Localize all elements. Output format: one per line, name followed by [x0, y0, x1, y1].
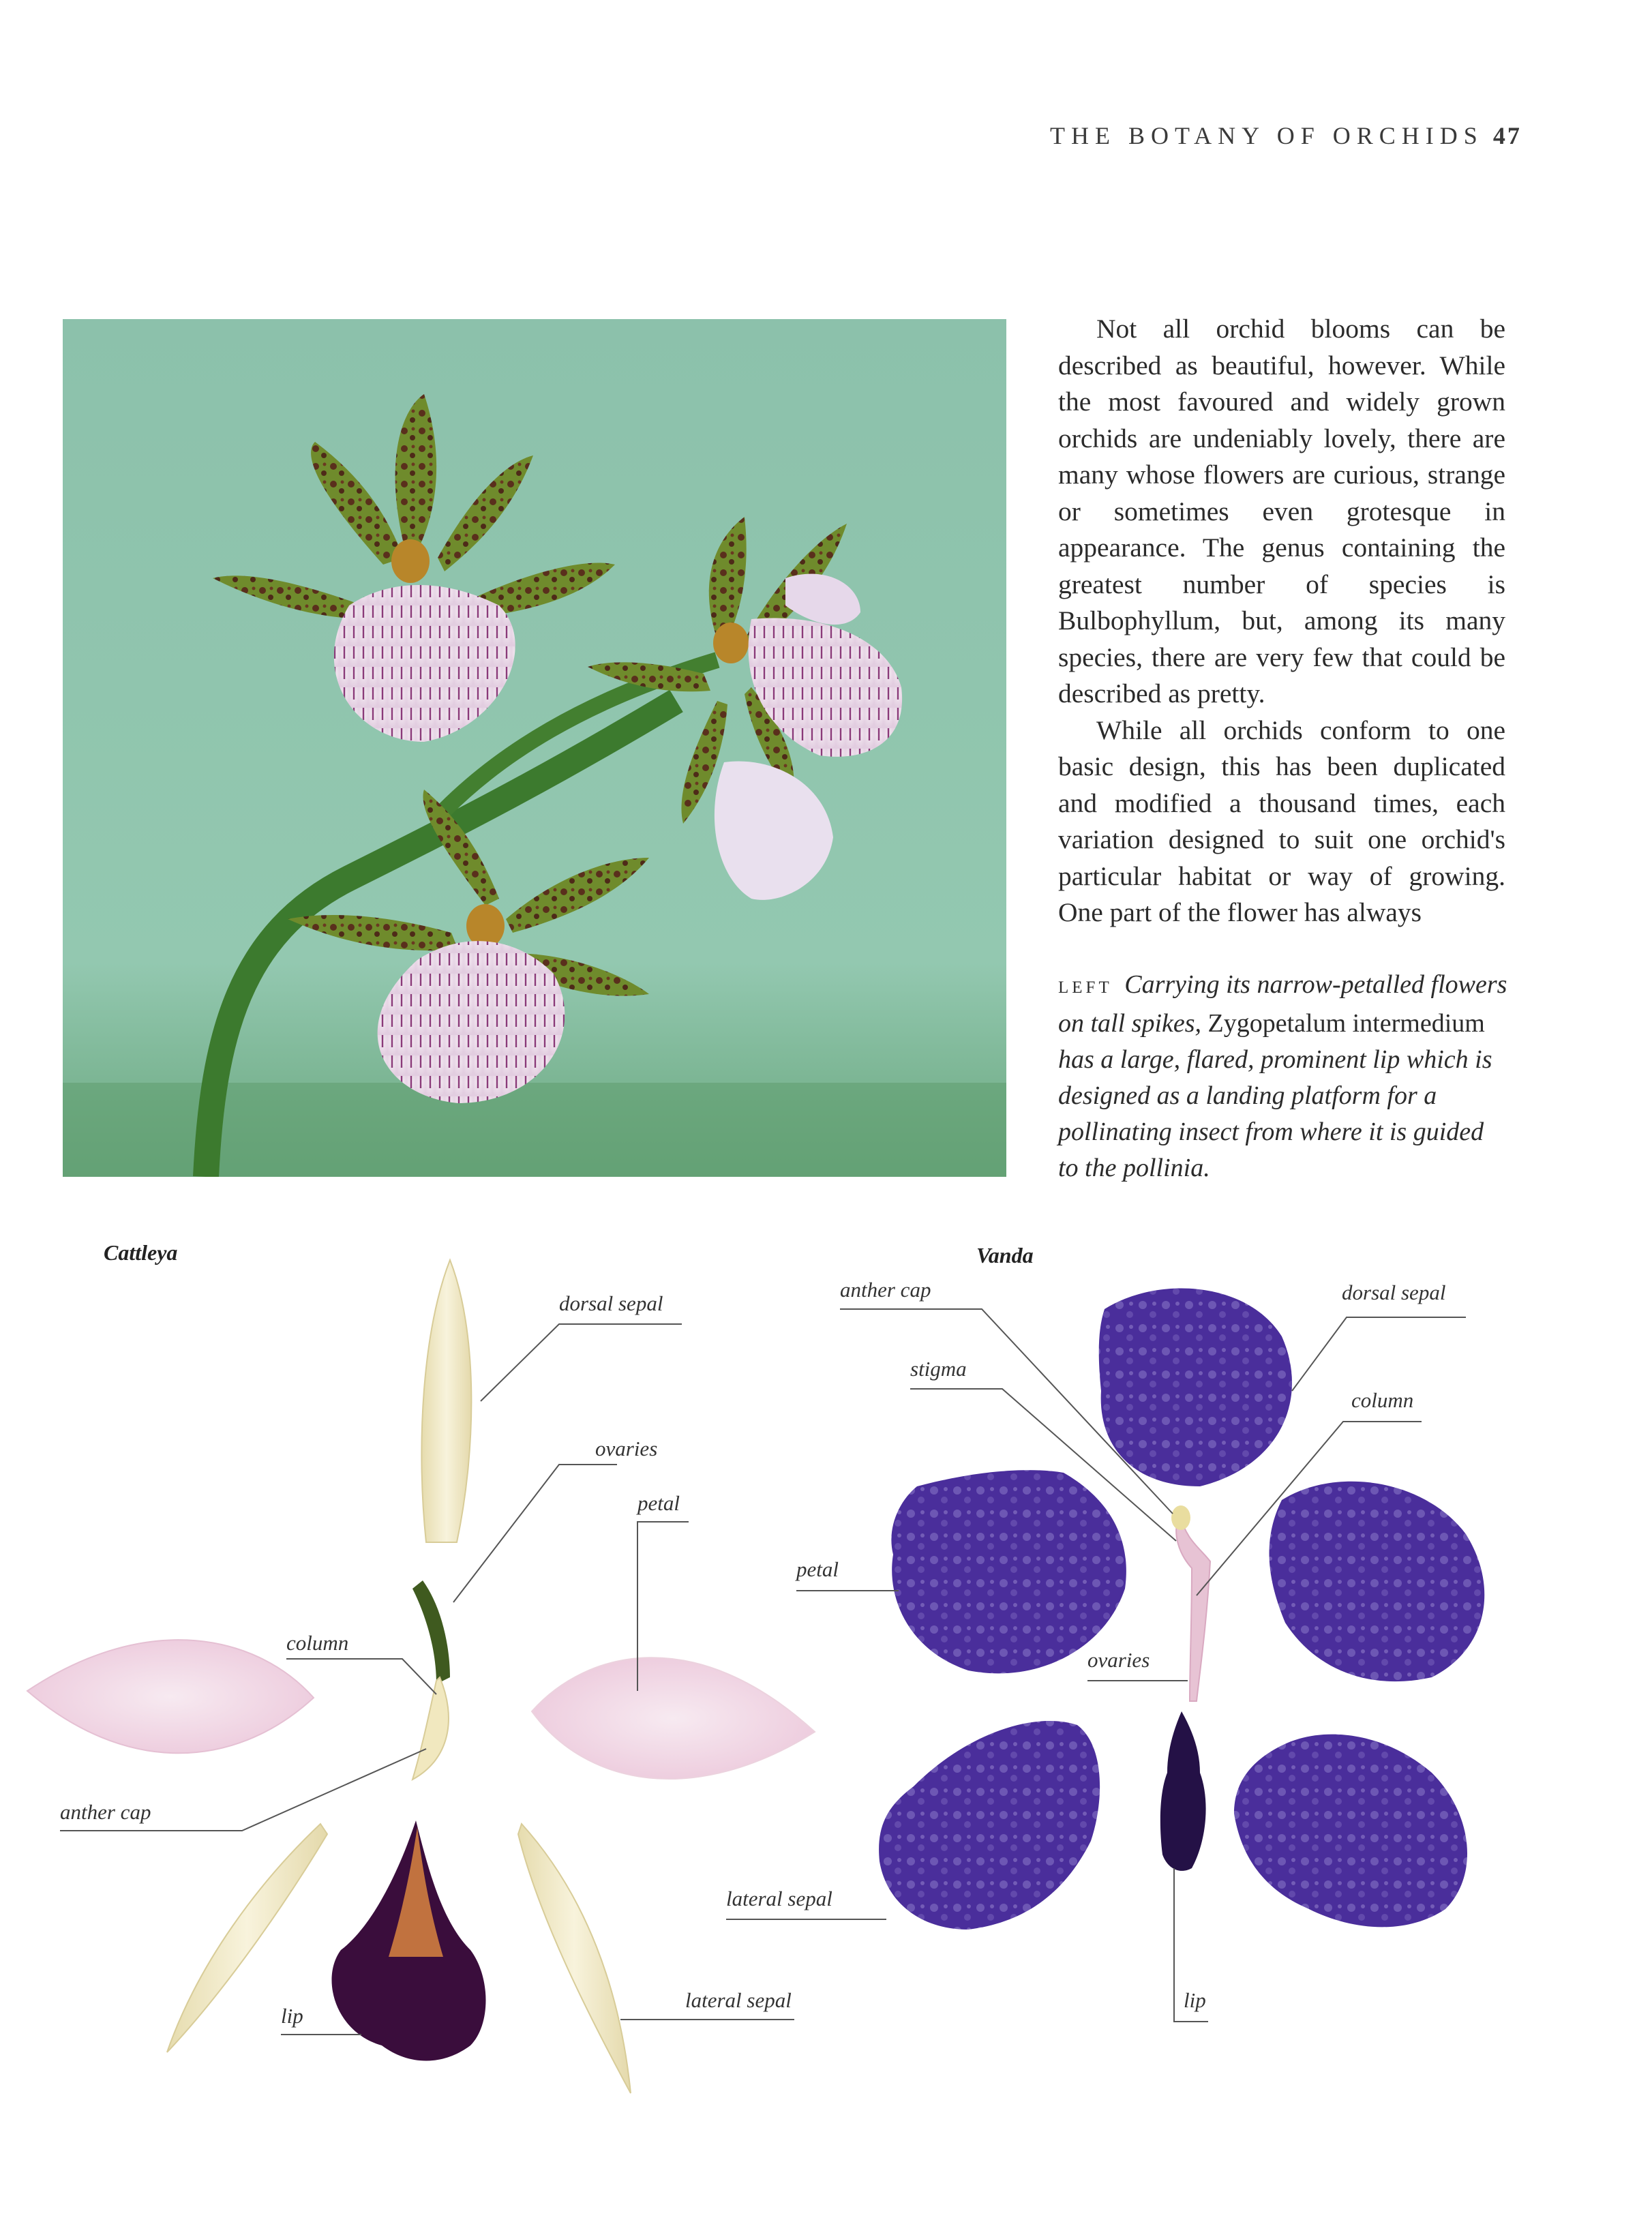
vanda-dorsal-sepal [1099, 1288, 1292, 1486]
vanda-right-petal [1269, 1482, 1484, 1681]
cattleya-dorsal-sepal [421, 1260, 471, 1542]
cattleya-label-petal: petal [637, 1491, 680, 1515]
vanda-label-column: column [1351, 1388, 1414, 1412]
vanda-label-petal: petal [796, 1557, 839, 1581]
cattleya-label-lip: lip [281, 2004, 303, 2028]
vanda-diagram [726, 1243, 1484, 2022]
cattleya-left-lateral-sepal [167, 1824, 327, 2052]
vanda-label-lateral-sepal: lateral sepal [726, 1887, 832, 1910]
cattleya-label-lateral-sepal: lateral sepal [685, 1988, 792, 2012]
caption-text-1: Carrying its narrow-petalled flowers on tall spikes, [1058, 970, 1507, 1038]
cattleya-label-dorsal-sepal: dorsal sepal [559, 1291, 663, 1315]
vanda-title: Vanda [976, 1243, 1034, 1268]
cattleya-right-lateral-sepal [518, 1824, 631, 2093]
vanda-lip [1160, 1711, 1206, 1871]
cattleya-label-ovaries: ovaries [595, 1437, 658, 1460]
cattleya-diagram [27, 1240, 815, 2093]
running-header-title: THE BOTANY OF ORCHIDS [1050, 122, 1484, 149]
vanda-label-dorsal-sepal: dorsal sepal [1342, 1280, 1446, 1304]
vanda-left-lateral-sepal [879, 1721, 1100, 1930]
vanda-label-ovaries: ovaries [1087, 1648, 1150, 1672]
cattleya-column [412, 1677, 449, 1780]
caption-lead: LEFT [1058, 978, 1113, 997]
caption-text-2: has a large, flared, prominent lip which is designed as a landing platform for a pollinating insect from where it is guided to the pollinia. [1058, 1045, 1492, 1182]
cattleya-ovary [412, 1580, 450, 1684]
cattleya-label-column: column [286, 1631, 349, 1655]
vanda-label-lip: lip [1184, 1988, 1206, 2012]
paragraph-2: While all orchids conform to one basic design, this has been duplicated and modified a thousand times, each variation designed to suit one orchid's particular habitat or way of growing. One part of the flower has always [1058, 715, 1505, 927]
cattleya-right-petal [532, 1657, 815, 1779]
caption-species-name: Zygopetalum intermedium [1207, 1009, 1485, 1038]
cattleya-label-anther-cap: anther cap [60, 1800, 151, 1824]
vanda-right-lateral-sepal [1234, 1735, 1467, 1927]
vanda-label-anther-cap: anther cap [840, 1278, 931, 1302]
page-number: 47 [1492, 122, 1522, 149]
cattleya-title: Cattleya [104, 1240, 178, 1265]
cattleya-left-petal [27, 1640, 314, 1753]
paragraph-1: Not all orchid blooms can be described as beautiful, however. While the most favoured and widely grown orchids are undeniably lovely, there are many whose flowers are curious, strange or sometimes even grotesque in appearance. The genus containing the greatest number of species is Bulbophyllum, but, among its many species, there are very few that could be described as pretty. [1058, 314, 1505, 708]
vanda-left-petal [891, 1470, 1126, 1673]
vanda-column [1176, 1514, 1210, 1701]
vanda-label-stigma: stigma [910, 1357, 967, 1381]
vanda-anther-cap [1171, 1505, 1190, 1530]
